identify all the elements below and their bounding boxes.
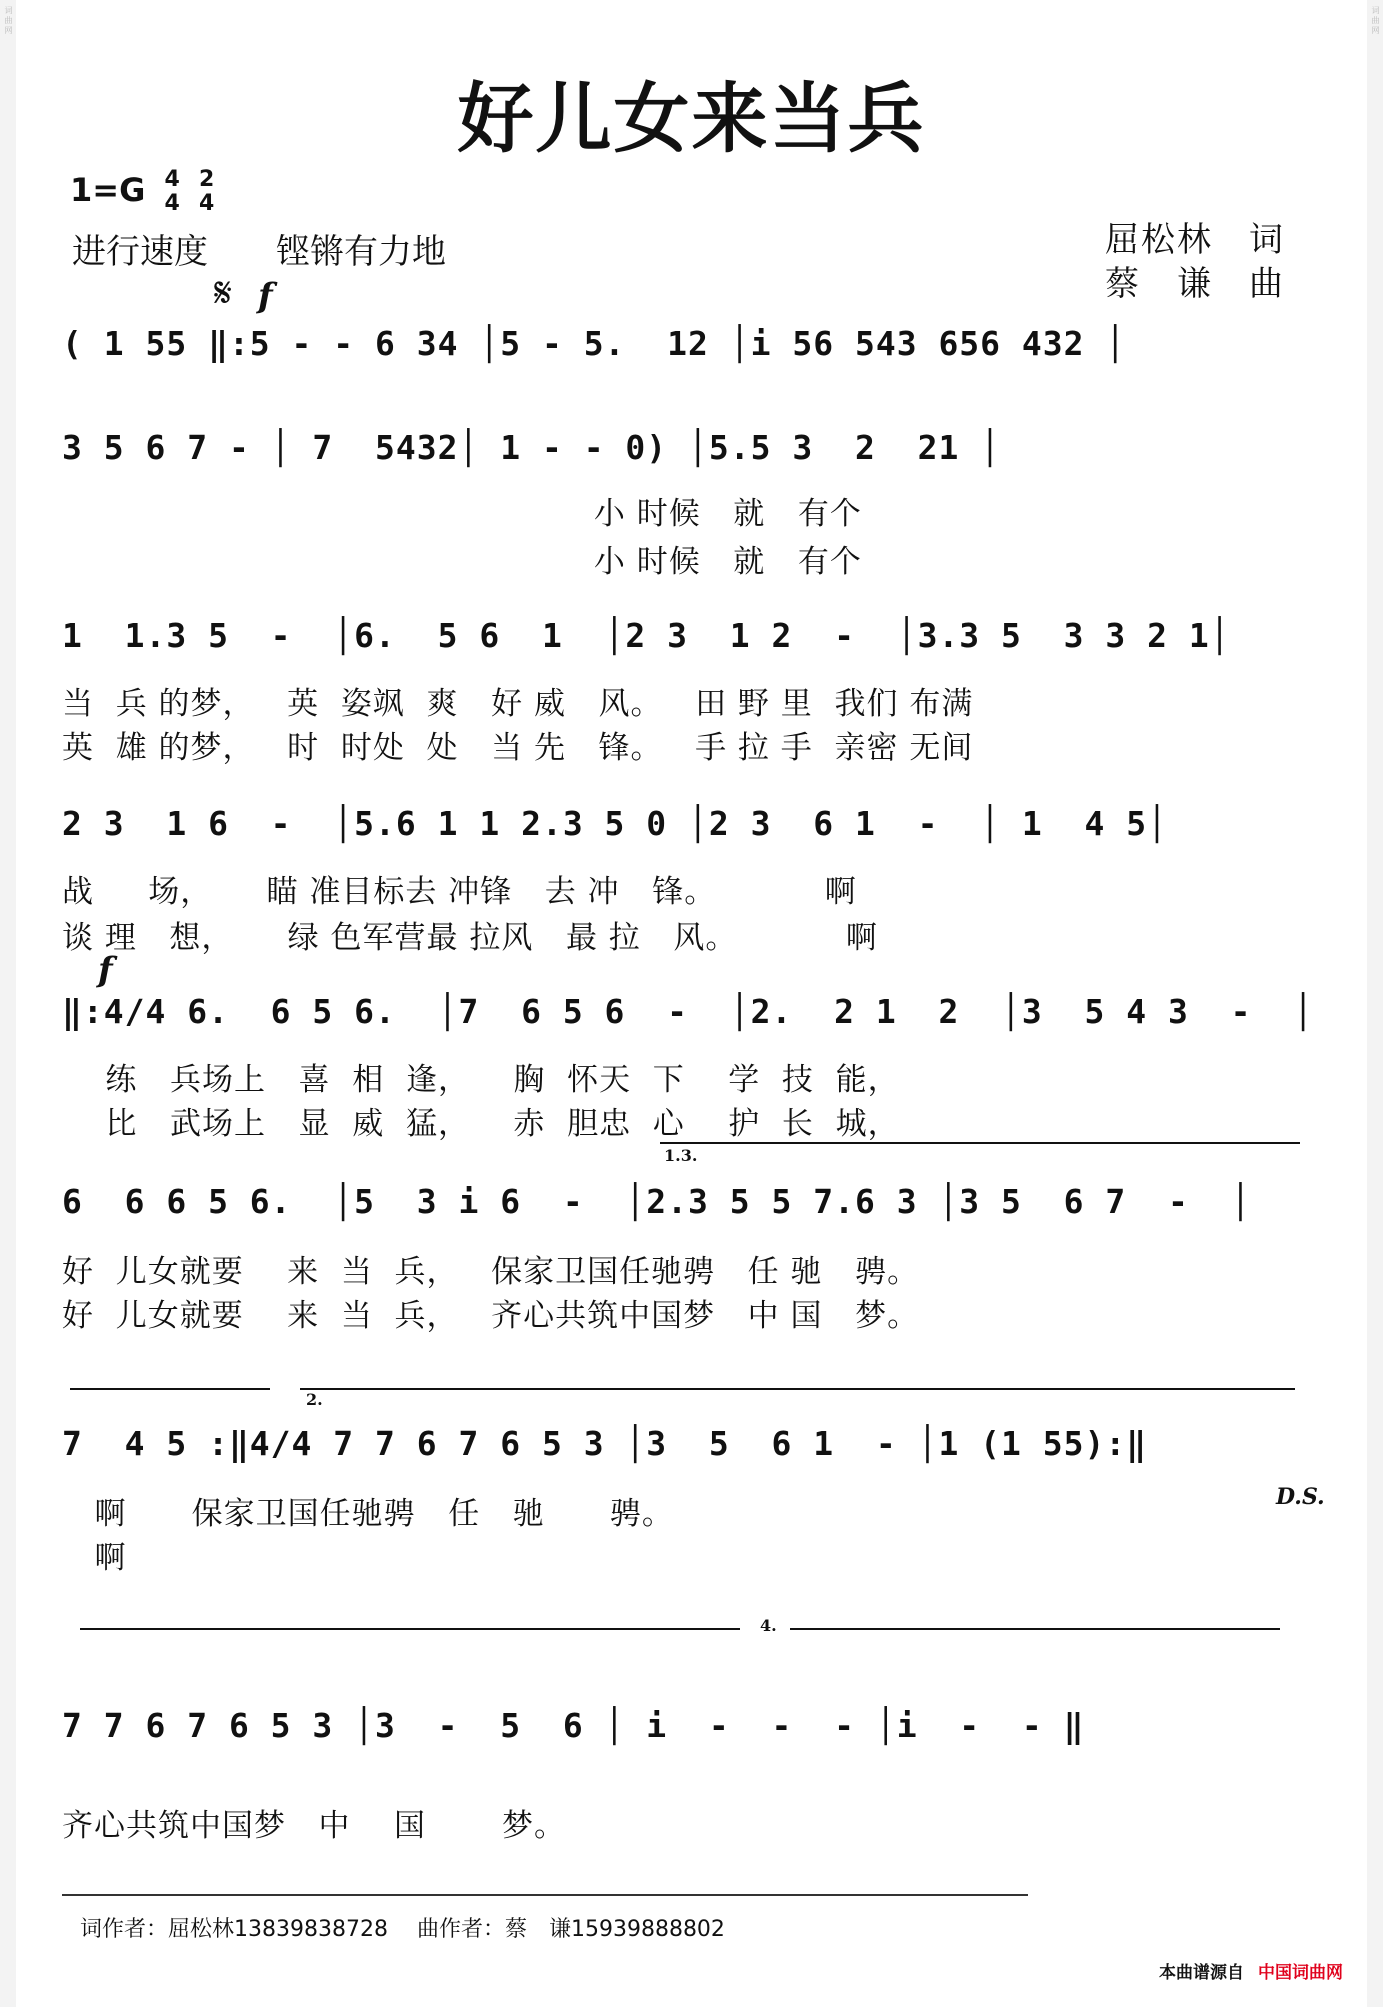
- notation-row-2: 3 5 6 7 - │ 7 5432│ 1 - - 0) │5.5 3 2 21 │: [62, 428, 1002, 467]
- footer-credits: 词作者：屈松林13839838728 曲作者：蔡 谦15939888802: [80, 1917, 725, 1942]
- right-watermark-strip: [1367, 0, 1383, 2007]
- lyricist-credit: 屈松林 词: [1105, 220, 1285, 260]
- dynamic-forte: f: [258, 276, 273, 316]
- time-sig-bottom: 4: [198, 191, 215, 216]
- lyric-row-4-verse-2: 谈 理 想， 绿 色军营最 拉风 最 拉 风。 啊: [62, 920, 878, 956]
- source-attribution: [1159, 1958, 1343, 1983]
- volta-bracket-line: [660, 1142, 1300, 1144]
- notation-row-6: 6 6 6 5 6. │5 3 i 6 - │2.3 5 5 7.6 3 │3 5 6 7 - │: [62, 1182, 1252, 1221]
- key-signature: [70, 168, 214, 216]
- lyric-row-3-verse-2: 英 雄 的梦， 时 时处 处 当 先 锋。 手 拉 手 亲密 无间: [62, 730, 974, 766]
- lyric-row-5-verse-2: 比 武场上 显 威 猛， 赤 胆忠 心 护 长 城，: [62, 1106, 900, 1142]
- tempo-marking: 进行速度 铿锵有力地: [72, 232, 446, 272]
- lyric-row-6-verse-1: 好 儿女就要 来 当 兵， 保家卫国任驰骋 任 驰 骋。: [62, 1254, 920, 1290]
- watermark-text: 词曲网: [4, 6, 13, 36]
- time-sig-top: 4: [164, 167, 180, 192]
- time-sig-top: 2: [198, 167, 215, 192]
- lyric-row-2-verse-1: 小 时候 就 有个: [62, 496, 862, 532]
- lyric-row-6-verse-2: 好 儿女就要 来 当 兵， 齐心共筑中国梦 中 国 梦。: [62, 1298, 920, 1334]
- lyric-row-7-verse-1: 啊 保家卫国任驰骋 任 驰 骋。: [62, 1496, 674, 1532]
- time-sig-bottom: 4: [164, 191, 180, 216]
- segno-sign: 𝄋: [214, 268, 233, 317]
- volta-bracket-line: [790, 1628, 1280, 1630]
- source-site-link[interactable]: 中国词曲网: [1258, 1963, 1343, 1983]
- source-label: 本曲谱源自: [1159, 1963, 1244, 1983]
- volta-bracket-line: [300, 1388, 1295, 1390]
- footer-divider: [62, 1894, 1028, 1896]
- lyric-row-5-verse-1: 练 兵场上 喜 相 逢， 胸 怀天 下 学 技 能，: [62, 1062, 900, 1098]
- lyric-row-7-verse-2: 啊: [62, 1540, 127, 1576]
- notation-row-3: 1 1.3 5 - │6. 5 6 1 │2 3 1 2 - │3.3 5 3 3 2 1│: [62, 616, 1231, 655]
- volta-bracket-line: [80, 1628, 740, 1630]
- lyric-row-4-verse-1: 战 场， 瞄 准目标去 冲锋 去 冲 锋。 啊: [62, 874, 857, 910]
- dynamic-forte: f: [98, 950, 113, 990]
- time-signature-2-4: [199, 168, 214, 216]
- notation-row-4: 2 3 1 6 - │5.6 1 1 2.3 5 0 │2 3 6 1 - │ 1 4 5│: [62, 804, 1168, 843]
- volta-label-2: 2.: [306, 1390, 323, 1409]
- volta-label-1-3: 1.3.: [664, 1146, 698, 1165]
- lyric-row-2-verse-2: 小 时候 就 有个: [62, 544, 862, 580]
- notation-row-5: ‖:4/4 6. 6 5 6. │7 6 5 6 - │2. 2 1 2 │3 5 4 3 - │: [62, 992, 1315, 1031]
- notation-row-1: ( 1 55 ‖:5 - - 6 34 │5 - 5. 12 │i 56 543 656 432 │: [62, 324, 1127, 363]
- volta-bracket-line: [70, 1388, 270, 1390]
- lyric-row-3-verse-1: 当 兵 的梦， 英 姿飒 爽 好 威 风。 田 野 里 我们 布满: [62, 686, 974, 722]
- dal-segno-mark: D.S.: [1276, 1484, 1325, 1510]
- composer-credit: 蔡 谦 曲: [1105, 264, 1285, 304]
- left-watermark-strip: [0, 0, 16, 2007]
- lyric-row-8: 齐心共筑中国梦 中 国 梦。: [62, 1808, 566, 1844]
- time-signature-4-4: [164, 168, 179, 216]
- song-title: 好儿女来当兵: [457, 74, 926, 163]
- key-label: 1=G: [70, 171, 146, 209]
- notation-row-8: 7 7 6 7 6 5 3 │3 - 5 6 │ i - - - │i - - ‖: [62, 1706, 1085, 1745]
- watermark-text: 词曲网: [1371, 6, 1380, 36]
- volta-label-4: 4.: [760, 1616, 777, 1635]
- notation-row-7: 7 4 5 :‖4/4 7 7 6 7 6 5 3 │3 5 6 1 - │1 (1 55):‖: [62, 1424, 1148, 1463]
